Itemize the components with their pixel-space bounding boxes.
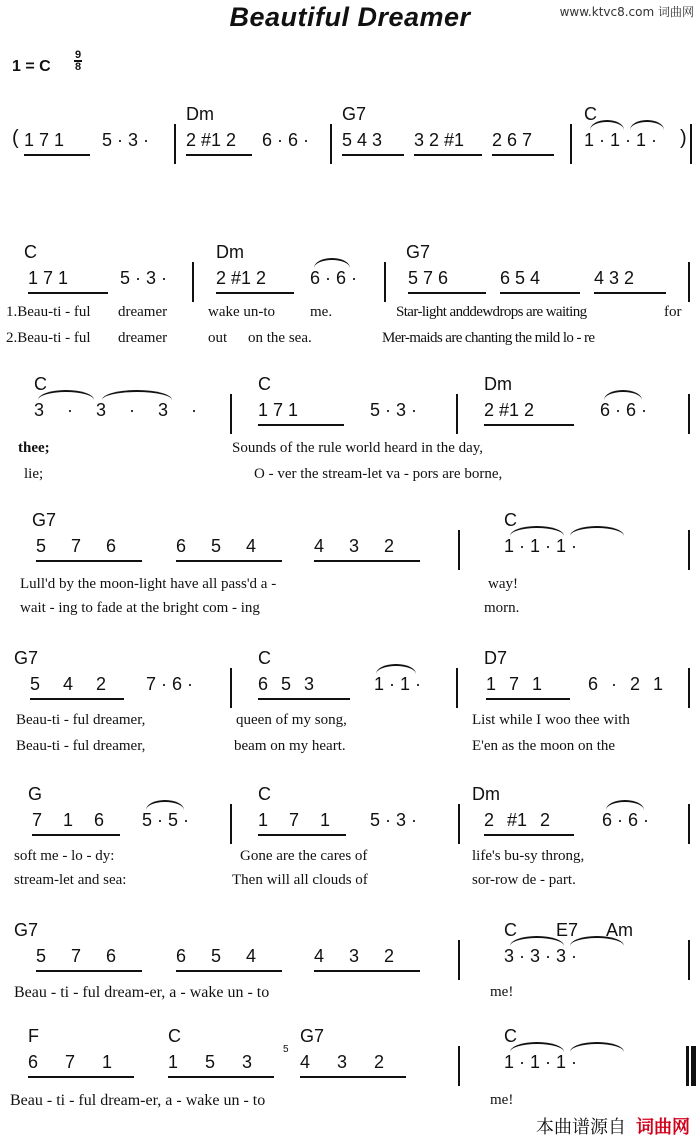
- chord: C: [34, 374, 47, 394]
- chord: G7: [342, 104, 367, 124]
- note-group: 1 · 1 ·: [374, 674, 422, 694]
- note-group: 5 · 3 ·: [370, 810, 418, 830]
- chord: C: [258, 648, 271, 668]
- note-group: 5 · 3 ·: [370, 400, 418, 420]
- chord: C: [258, 374, 271, 394]
- bar-line: [230, 804, 232, 844]
- bar-line: [458, 530, 460, 570]
- chord: Dm: [216, 242, 244, 262]
- note-group: 3 · 3 · 3 ·: [504, 946, 578, 966]
- note-group: 2 #1 2: [216, 268, 267, 288]
- bar-line: [688, 530, 690, 570]
- note-row: [0, 400, 700, 440]
- chord: C: [168, 1026, 181, 1046]
- note-group: 2 #1 2: [186, 130, 237, 150]
- bar-line: [456, 394, 458, 434]
- note-row: [0, 536, 700, 576]
- bar-line: [174, 124, 176, 164]
- note-group: 1 7 1: [28, 268, 69, 288]
- final-bar-line: [691, 1046, 696, 1086]
- note-group: 1 7 1: [258, 810, 331, 830]
- bar-line: [686, 1046, 689, 1086]
- bar-line: [230, 394, 232, 434]
- watermark: www.ktvc8.com 词曲网: [559, 5, 694, 19]
- chord: C: [504, 1026, 517, 1046]
- chord: G7: [300, 1026, 325, 1046]
- note-row: [0, 810, 700, 850]
- note-group: 1 5 3: [168, 1052, 253, 1072]
- chord: C: [258, 784, 271, 804]
- sheet-music-page: Beautiful Dreamer www.ktvc8.com 词曲网 1 = C 9 8 Dm G7 C ( 1 7 1 5 · 3 · 2 #1 2 6 · 6 · 5 4 3 3 2 #1 2 6 7 1 · 1 · 1 · ) C Dm G7 1 7 1 5 · 3 · 2 #1 2 6 · 6 · 5 7 6 6 5 4 4 3 2 1.Beau-ti - ful dreamer wake un-to me. Star-light anddewdrops are waiting for 2.Beau-ti - ful dreamer out on the sea. Mer-maids are chanting the mild lo - re C C Dm 3 · 3 · 3 · 1 7 1 5 · 3 · 2 #1 2 6 · 6 · thee; Sounds of the rule world heard in the day, lie; O - ver the stream-let va - pors are borne, G7 C 5 7 6 6 5 4 4 3 2 1 · 1 · 1 · Lull'd by the moon-light have all pass'd a - way! wait - ing to fade at the bright com - ing morn. G7 C D7 5 4 2 7 · 6 · 6 5 3 1 · 1 · 1 7 1 6 · 2 1 Beau-ti - ful dreamer, queen of my song, List while I woo thee with Beau-ti - ful dreamer, beam on my heart. E'en as the moon on the G C Dm 7 1 6 5 · 5 · 1 7 1 5 · 3 · 2 #1 2 6 · 6 · soft me - lo - dy: Gone are the cares of life's bu-sy throng, stream-let and sea: Then will all clouds of sor-row de - part. G7 C E7 Am 5 7 6 6 5 4 4 3 2 3 · 3 · 3 · Beau - ti - ful dream-er, a - wake un - to me! F C G7 C 6 7 1 1 5 3 5 4 3 2 1 · 1 · 1 · Beau - ti - ful dream-er, a - wake un - to me! 本曲谱源自 词曲网: [0, 0, 700, 1145]
- note-group: 3 · 3 · 3 ·: [34, 400, 198, 420]
- bar-line: [688, 668, 690, 708]
- note-group: 5 · 3 ·: [120, 268, 168, 288]
- key-signature: 1 = C: [12, 58, 51, 75]
- bar-line: [330, 124, 332, 164]
- chord: G7: [14, 648, 39, 668]
- bar-line: [230, 668, 232, 708]
- bar-line: [570, 124, 572, 164]
- bar-line: [688, 940, 690, 980]
- bar-line: [456, 668, 458, 708]
- note-group: 6 · 6 ·: [310, 268, 358, 288]
- chord: Dm: [472, 784, 500, 804]
- note-group: 2 #1 2: [484, 400, 535, 420]
- meter-top: 9: [74, 49, 82, 61]
- chord: E7: [556, 920, 579, 940]
- chord: F: [28, 1026, 39, 1046]
- note-group: 6 · 2 1: [588, 674, 664, 694]
- bar-line: [384, 262, 386, 302]
- note-group: 5 · 5 ·: [142, 810, 190, 830]
- bar-line: [458, 940, 460, 980]
- bar-line: [458, 1046, 460, 1086]
- time-signature: [74, 50, 82, 72]
- note-group: 6 · 6 ·: [262, 130, 310, 150]
- note-group: 7 · 6 ·: [146, 674, 194, 694]
- bar-line: [458, 804, 460, 844]
- note-group: 5 4 3: [342, 130, 383, 150]
- chord: Am: [606, 920, 633, 940]
- note-group: 4 3 2: [314, 946, 395, 966]
- chord: G7: [14, 920, 39, 940]
- note-group: 1 · 1 · 1 ·: [504, 536, 578, 556]
- note-group: 1 7 1: [24, 130, 65, 150]
- bar-line: [192, 262, 194, 302]
- note-group: 1 · 1 · 1 ·: [584, 130, 658, 150]
- note-group: 4 3 2: [594, 268, 635, 288]
- chord: G7: [32, 510, 57, 530]
- note-group: 6 5 4: [500, 268, 541, 288]
- grace-note: 5: [283, 1044, 289, 1055]
- chord: C: [584, 104, 597, 124]
- note-row: [0, 946, 700, 986]
- note-group: 6 5 3: [258, 674, 315, 694]
- note-row: [0, 1044, 700, 1092]
- note-group: 3 2 #1: [414, 130, 465, 150]
- chord: C: [504, 920, 517, 940]
- bar-line: [690, 124, 692, 164]
- footer-brand: 词曲网: [636, 1117, 690, 1138]
- note-group: 1 · 1 · 1 ·: [504, 1052, 578, 1072]
- footer-source: 本曲谱源自: [536, 1117, 626, 1138]
- bar-line: [688, 804, 690, 844]
- bar-line: [688, 262, 690, 302]
- chord: C: [24, 242, 37, 262]
- note-group: 2 #1 2: [484, 810, 551, 830]
- chord: D7: [484, 648, 508, 668]
- note-group: 5 4 2: [30, 674, 107, 694]
- note-row: [0, 674, 700, 714]
- song-title: Beautiful Dreamer: [229, 2, 471, 32]
- note-group: 5 7 6: [36, 536, 117, 556]
- note-group: 6 · 6 ·: [602, 810, 650, 830]
- note-group: 4 3 2: [300, 1052, 385, 1072]
- note-row: ( 1 7 1 5 · 3 · 2 #1 2 6 · 6 · 5 4 3 3 2 #1 2 6 7 1 · 1 · 1 · ): [0, 130, 700, 170]
- note-group: 2 6 7: [492, 130, 533, 150]
- note-group: 5 · 3 ·: [102, 130, 150, 150]
- source-footer: [536, 1113, 690, 1139]
- note-group: 5 7 6: [408, 268, 449, 288]
- chord: C: [504, 510, 517, 530]
- note-group: 5 7 6: [36, 946, 117, 966]
- note-row: [0, 268, 700, 308]
- chord: G: [28, 784, 43, 804]
- note-group: 6 · 6 ·: [600, 400, 648, 420]
- note-group: 1 7 1: [486, 674, 543, 694]
- chord: G7: [406, 242, 431, 262]
- bar-line: [688, 394, 690, 434]
- note-group: 7 1 6: [32, 810, 105, 830]
- note-group: 4 3 2: [314, 536, 395, 556]
- chord: Dm: [186, 104, 214, 124]
- note-group: 6 7 1: [28, 1052, 113, 1072]
- chord: Dm: [484, 374, 512, 394]
- meter-bottom: 8: [74, 61, 82, 73]
- note-group: 1 7 1: [258, 400, 299, 420]
- note-group: 6 5 4: [176, 946, 257, 966]
- note-group: 6 5 4: [176, 536, 257, 556]
